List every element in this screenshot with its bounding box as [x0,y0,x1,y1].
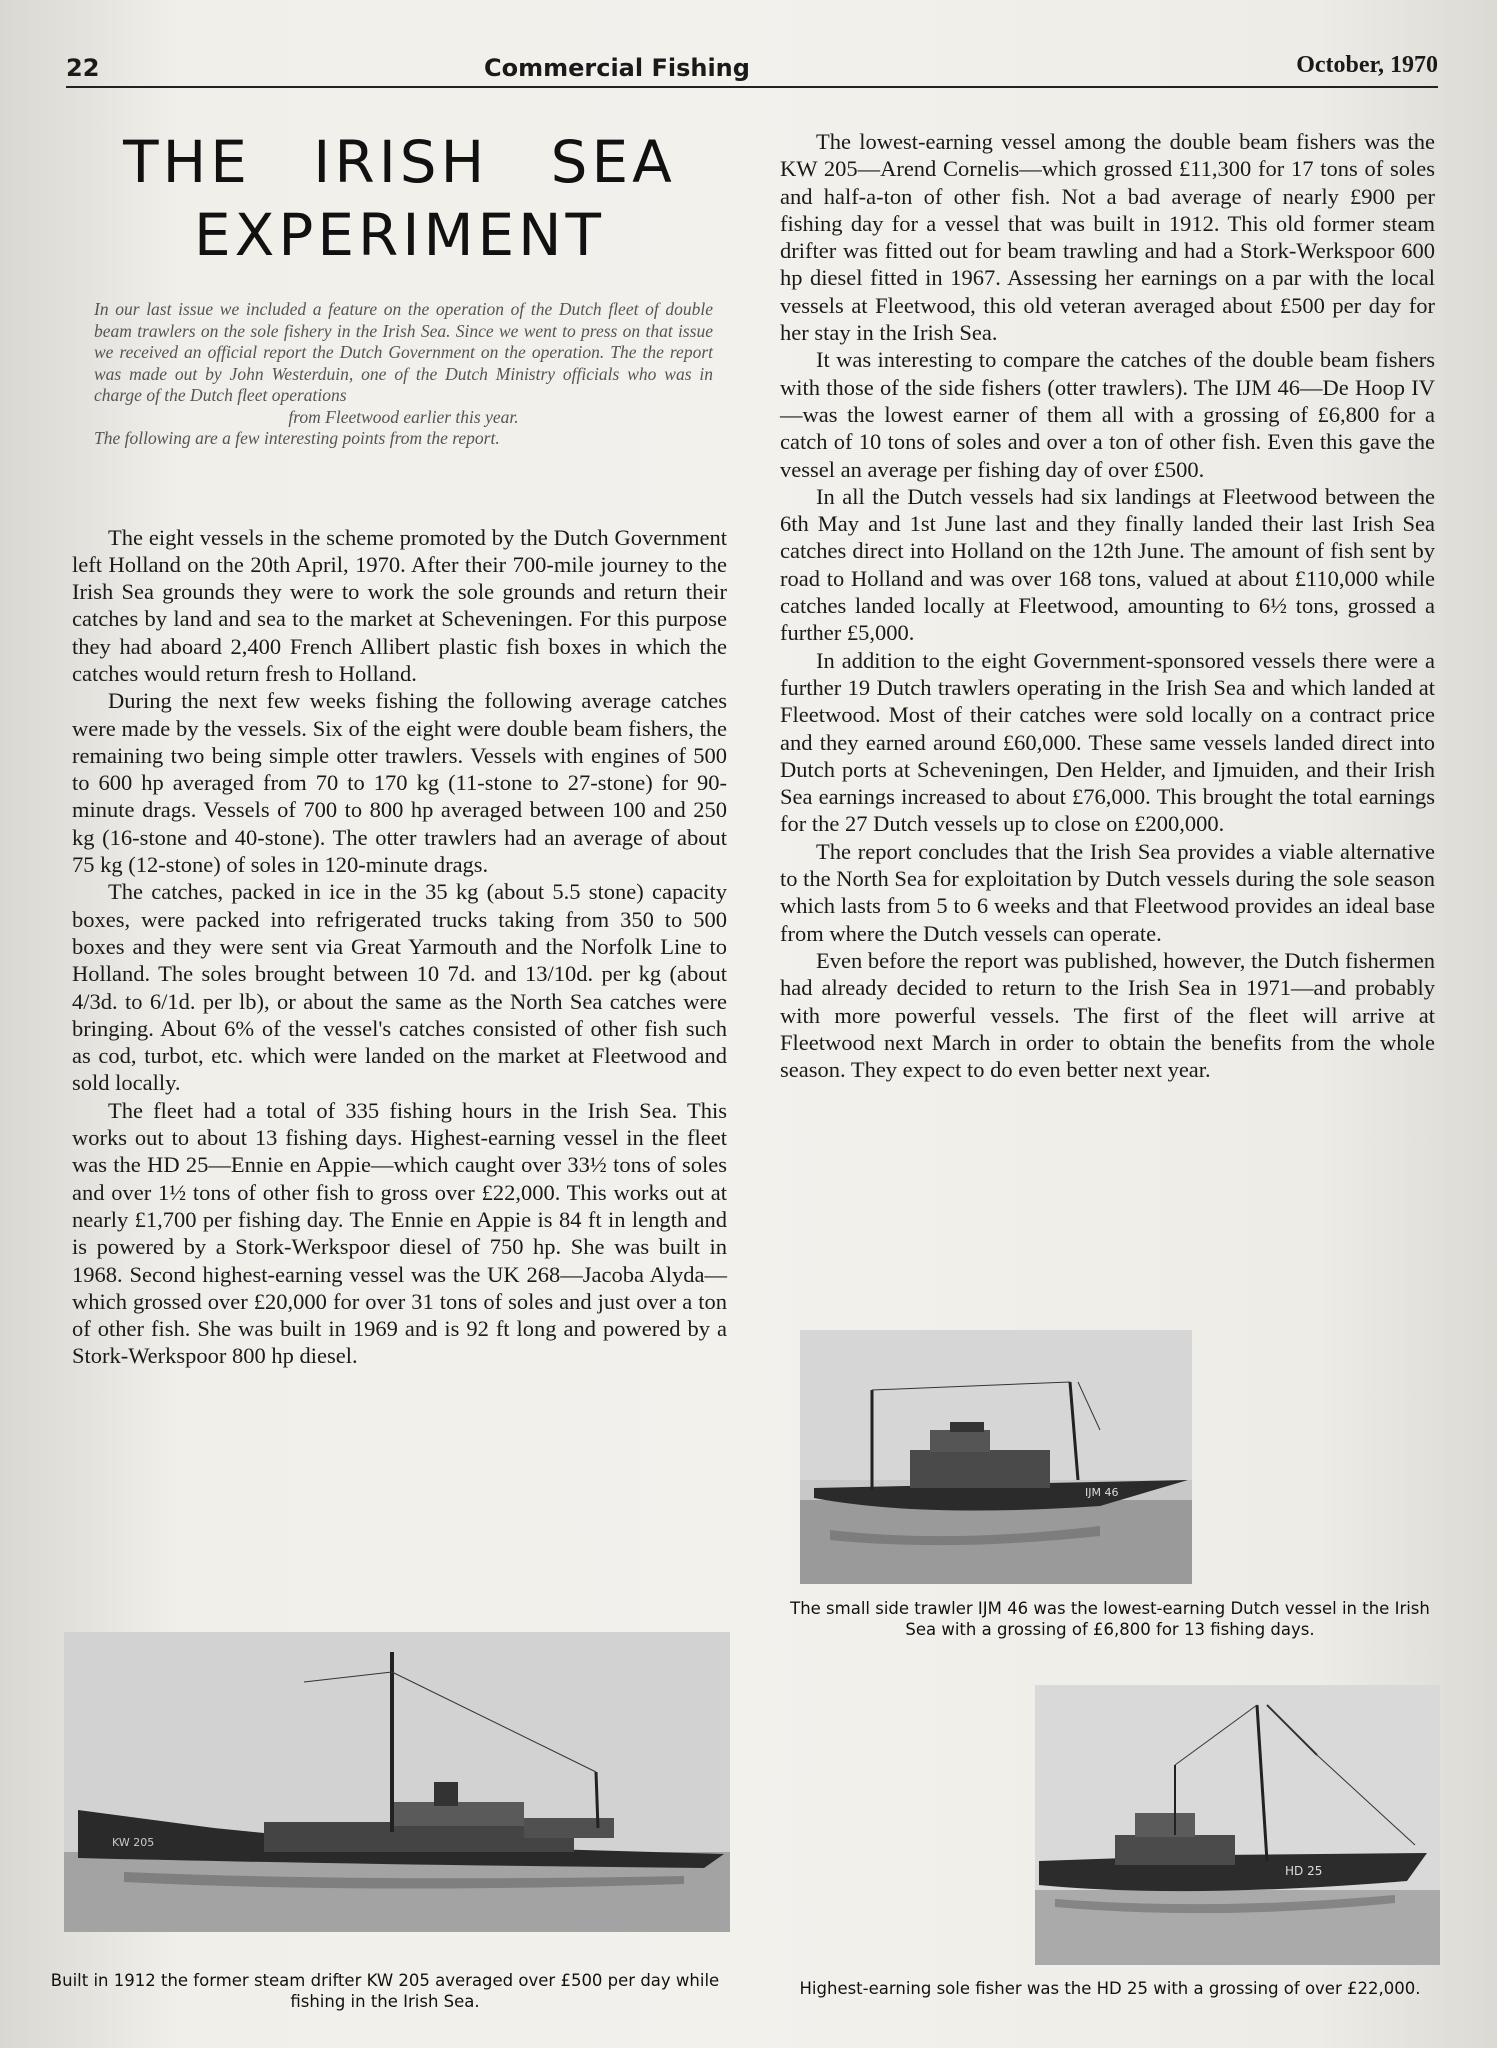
left-column [72,120,727,1370]
left-body-text [72,524,727,1370]
body-paragraph: Even before the report was published, however, the Dutch fishermen had already decided to return to the Irish Sea in 1971—and probably with more powerful vessels. The first of the fleet will arrive at Fleetwood next March in order to obtain the benefits from the whole season. They expect to do even better next year. [780,947,1435,1083]
ijm46-hull-marking: IJM 46 [1085,1486,1119,1499]
right-body-text [780,128,1435,1083]
magazine-title: Commercial Fishing [484,54,750,82]
standfirst-text: In our last issue we included a feature on the operation of the Dutch fleet of double beam trawlers on the sole fishery in the Irish Sea. Since we went to press on that issue we received an official report the Dutch Government on the operation. The the report was made out by John Westerduin, one of the Dutch Ministry officials who was in charge of the Dutch fleet operations [94,299,713,405]
standfirst-closing: The following are a few interesting points from the report. [94,428,500,448]
body-paragraph: The fleet had a total of 335 fishing hours in the Irish Sea. This works out to about 13 fishing days. Highest-earning vessel in the fleet was the HD 25—Ennie en Appie—which caught over 33½ tons of soles and over 1½ tons of other fish to gross over £22,000. This works out at nearly £1,700 per fishing day. The Ennie en Appie is 84 ft in length and is powered by a Stork-Werkspoor diesel of 750 hp. She was built in 1968. Second highest-earning vessel was the UK 268—Jacoba Alyda—which grossed over £20,000 for over 31 tons of soles and just over a ton of other fish. She was built in 1969 and is 92 ft long and powered by a Stork-Werkspoor 800 hp diesel. [72,1097,727,1369]
standfirst [94,299,713,450]
standfirst-center-line: from Fleetwood earlier this year. [288,406,519,427]
caption-ijm46: The small side trawler IJM 46 was the lowest-earning Dutch vessel in the Irish Sea with a grossing of £6,800 for 13 fishing days. [790,1599,1430,1639]
kw205-hull-marking: KW 205 [112,1836,155,1849]
body-paragraph: In addition to the eight Government-sponsored vessels there were a further 19 Dutch trawlers operating in the Irish Sea and which landed at Fleetwood. Most of their catches were sold locally on a contract price and they earned around £60,000. These same vessels landed direct into Dutch ports at Scheveningen, Den Helder, and Ijmuiden, and their Irish Sea earnings increased to about £76,000. This brought the total earnings for the 27 Dutch vessels up to close on £200,000. [780,647,1435,837]
photo-kw205-drifter [64,1632,730,1932]
body-paragraph: The lowest-earning vessel among the double beam fishers was the KW 205—Arend Cornelis—which grossed £11,300 for 17 tons of soles and half-a-ton of other fish. Not a bad average of nearly £900 per fishing day for a vessel that was built in 1912. This old former steam drifter was fitted out for beam trawling and had a Stork-Werkspoor 600 hp diesel fitted in 1967. Assessing her earnings on a par with the local vessels at Fleetwood, this old veteran averaged about £500 per day for her stay in the Irish Sea. [780,129,1435,346]
article-title [72,126,727,271]
title-line-2: EXPERIMENT [194,200,605,269]
body-paragraph: The report concludes that the Irish Sea provides a viable alternative to the North Sea for exploitation by Dutch vessels during the sole season which lasts from 5 to 6 weeks and that Fleetwood provides an ideal base from where the Dutch vessels can operate. [780,838,1435,946]
photo-ijm46-trawler [800,1330,1192,1584]
body-paragraph: During the next few weeks fishing the following average catches were made by the vessels. Six of the eight were double beam fishers, the remaining two being simple otter trawlers. Vessels with engines of 500 to 600 hp averaged from 70 to 170 kg (11-stone to 27-stone) for 90-minute drags. Vessels of 700 to 800 hp averaged between 100 and 250 kg (16-stone and 40-stone). The otter trawlers had an average of about 75 kg (12-stone) of soles in 120-minute drags. [72,688,727,878]
right-column [780,128,1435,1083]
photo-hd25-beam-trawler [1035,1685,1440,1965]
title-line-1: THE IRISH SEA [123,128,676,196]
caption-hd25: Highest-earning sole fisher was the HD 25 with a grossing of over £22,000. [799,1979,1421,1998]
body-paragraph: It was interesting to compare the catches of the double beam fishers with those of the side fishers (otter trawlers). The IJM 46—De Hoop IV—was the lowest earner of them all with a grossing of £6,800 for a catch of 10 tons of soles and over a ton of other fish. Even this gave the vessel an average per fishing day of over £500. [780,347,1435,482]
body-paragraph: The catches, packed in ice in the 35 kg (about 5.5 stone) capacity boxes, were packed into refrigerated trucks taking from 350 to 500 boxes and they were sent via Great Yarmouth and the Norfolk Line to Holland. The soles brought between 10 7d. and 13/10d. per kg (about 4/3d. to 6/1d. per lb), or about the same as the North Sea catches were bringing. About 6% of the vessel's catches consisted of other fish such as cod, turbot, etc. which were landed on the market at Fleetwood and sold locally. [72,879,727,1096]
issue-date: October, 1970 [1296,52,1438,78]
running-header [66,46,1438,88]
body-paragraph: The eight vessels in the scheme promoted by the Dutch Government left Holland on the 20th April, 1970. After their 700-mile journey to the Irish Sea grounds they were to work the sole grounds and return their catches by land and sea to the market at Scheveningen. For this purpose they had aboard 2,400 French Allibert plastic fish boxes in which the catches would return fresh to Holland. [72,524,727,686]
page-number: 22 [66,54,100,82]
hd25-hull-marking: HD 25 [1285,1864,1323,1878]
body-paragraph: In all the Dutch vessels had six landings at Fleetwood between the 6th May and 1st June last and they finally landed their last Irish Sea catches direct into Holland on the 12th June. The amount of fish sent by road to Holland and was over 168 tons, valued at about £110,000 while catches landed locally at Fleetwood, amounting to 6½ tons, grossed a further £5,000. [780,483,1435,646]
caption-kw205: Built in 1912 the former steam drifter KW 205 averaged over £500 per day while fishing in the Irish Sea. [50,1971,720,2011]
